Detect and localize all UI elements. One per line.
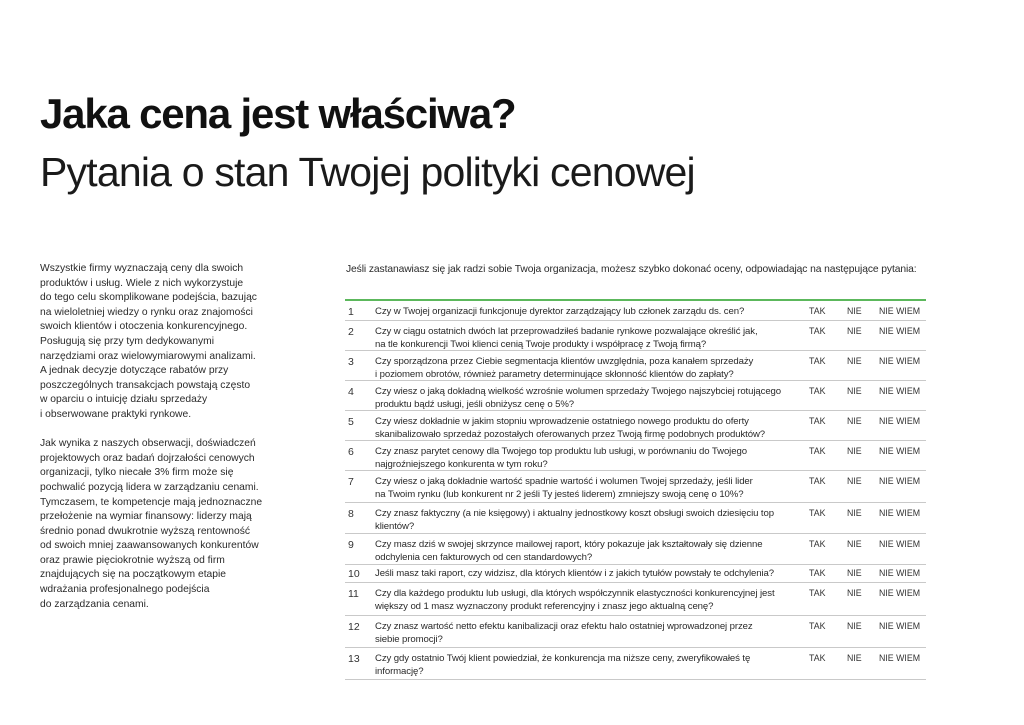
answer-yes-option[interactable]: TAK: [809, 416, 826, 426]
question-number: 10: [348, 568, 360, 580]
question-number: 6: [348, 446, 354, 458]
page-title: Jaka cena jest właściwa?: [40, 90, 516, 137]
question-number: 5: [348, 416, 354, 428]
answer-yes-option[interactable]: TAK: [809, 306, 826, 316]
answer-no-option[interactable]: NIE: [847, 326, 862, 336]
question-row: [345, 301, 926, 321]
question-text: Czy znasz wartość netto efektu kanibalizacji oraz efektu halo ostatniej wprowadzonej przez siebie promocji?: [375, 621, 753, 645]
question-text: Czy wiesz dokładnie w jakim stopniu wprowadzenie ostatniego nowego produktu do oferty skanibalizowało sprzedaż pozostałych oferowanych przez Twoją firmę podobnych produktów?: [375, 416, 766, 440]
page-subtitle: Pytania o stan Twojej polityki cenowej: [40, 149, 695, 195]
answer-no-option[interactable]: NIE: [847, 588, 862, 598]
answer-dont-know-option[interactable]: NIE WIEM: [879, 508, 921, 518]
question-row: [345, 351, 926, 381]
answer-no-option[interactable]: NIE: [847, 306, 862, 316]
question-number: 8: [348, 508, 354, 520]
questionnaire-table: [345, 299, 926, 680]
question-text: Czy znasz parytet cenowy dla Twojego top produktu lub usługi, w porównaniu do Twojego najgroźniejszego konkurenta w tym roku?: [375, 446, 747, 470]
question-row: [345, 381, 926, 411]
question-row: [345, 648, 926, 680]
question-text: Czy w ciągu ostatnich dwóch lat przeprowadziłeś badanie rynkowe pozwalające określić jak, na tle konkurencji Twoi klienci cenią Twoje produkty i współpracę z Twoją firmą?: [375, 326, 758, 350]
question-text: Czy dla każdego produktu lub usługi, dla których współczynnik elastyczności konkurencyjnej jest większy od 1 masz wyznaczony produkt referencyjny i znasz jego aktualną cenę?: [375, 588, 775, 612]
question-number: 12: [348, 621, 360, 633]
answer-dont-know-option[interactable]: NIE WIEM: [879, 539, 921, 549]
question-text: Jeśli masz taki raport, czy widzisz, dla których klientów i z jakich tytułów powstały te odchylenia?: [375, 568, 774, 579]
answer-yes-option[interactable]: TAK: [809, 539, 826, 549]
answer-no-option[interactable]: NIE: [847, 386, 862, 396]
answer-yes-option[interactable]: TAK: [809, 356, 826, 366]
question-text: Czy sporządzona przez Ciebie segmentacja klientów uwzględnia, poza kanałem sprzedaży i poziomem obrotów, również parametry determinujące skłonność klientów do zapłaty?: [375, 356, 754, 380]
answer-dont-know-option[interactable]: NIE WIEM: [879, 588, 921, 598]
question-row: [345, 583, 926, 616]
question-row: [345, 321, 926, 351]
question-row: [345, 411, 926, 441]
answer-no-option[interactable]: NIE: [847, 653, 862, 663]
question-text: Czy masz dziś w swojej skrzynce mailowej raport, który pokazuje jak kształtowały się dzienne odchylenia cen fakturowych od cen standardowych?: [375, 539, 763, 563]
question-row: [345, 441, 926, 471]
question-text: Czy gdy ostatnio Twój klient powiedział, że konkurencja ma niższe ceny, zweryfikowałeś tę informację?: [375, 653, 751, 677]
answer-dont-know-option[interactable]: NIE WIEM: [879, 476, 921, 486]
question-row: [345, 471, 926, 503]
question-row: [345, 534, 926, 565]
question-number: 13: [348, 653, 360, 665]
question-row: [345, 616, 926, 648]
question-row: [345, 503, 926, 534]
answer-yes-option[interactable]: TAK: [809, 588, 826, 598]
answer-no-option[interactable]: NIE: [847, 476, 862, 486]
answer-yes-option[interactable]: TAK: [809, 508, 826, 518]
answer-dont-know-option[interactable]: NIE WIEM: [879, 326, 921, 336]
answer-dont-know-option[interactable]: NIE WIEM: [879, 621, 921, 631]
question-row: [345, 565, 926, 583]
answer-dont-know-option[interactable]: NIE WIEM: [879, 416, 921, 426]
question-number: 3: [348, 356, 354, 368]
question-text: Czy wiesz o jaką dokładną wielkość wzrośnie wolumen sprzedaży Twojego najszybciej rotującego produktu bądź usługi, jeśli obniżysz cenę o 5%?: [375, 386, 782, 410]
answer-dont-know-option[interactable]: NIE WIEM: [879, 446, 921, 456]
question-number: 1: [348, 306, 354, 318]
answer-dont-know-option[interactable]: NIE WIEM: [879, 386, 921, 396]
question-text: Czy w Twojej organizacji funkcjonuje dyrektor zarządzający lub członek zarządu ds. cen?: [375, 306, 745, 317]
intro-paragraph-1: Wszystkie firmy wyznaczają ceny dla swoich produktów i usług. Wiele z nich wykorzystuje do tego celu skomplikowane podejścia, bazując na wieloletniej wiedzy o rynku oraz znajomości swoich klientów i otoczenia konkurencyjnego. Posługują się przy tym dedykowanymi narzędziami oraz wielowymiarowymi analizami. A jednak decyzje dotyczące rabatów przy poszczególnych transakcjach powstają często w oparciu o intuicję działu sprzedaży i obserwowane praktyki rynkowe.: [40, 263, 257, 420]
answer-yes-option[interactable]: TAK: [809, 653, 826, 663]
answer-yes-option[interactable]: TAK: [809, 476, 826, 486]
question-number: 7: [348, 476, 354, 488]
question-text: Czy wiesz o jaką dokładnie wartość spadnie wartość i wolumen Twojej sprzedaży, jeśli lider na Twoim rynku (lub konkurent nr 2 jeśli Ty jesteś liderem) zmniejszy swoją cenę o 10%?: [375, 476, 753, 500]
answer-no-option[interactable]: NIE: [847, 508, 862, 518]
answer-dont-know-option[interactable]: NIE WIEM: [879, 568, 921, 578]
answer-yes-option[interactable]: TAK: [809, 386, 826, 396]
intro-text-column: [40, 262, 280, 612]
answer-yes-option[interactable]: TAK: [809, 568, 826, 578]
question-number: 9: [348, 539, 354, 551]
answer-yes-option[interactable]: TAK: [809, 621, 826, 631]
questionnaire-intro: Jeśli zastanawiasz się jak radzi sobie Twoja organizacja, możesz szybko dokonać oceny, odpowiadając na następujące pytania:: [346, 264, 917, 275]
answer-no-option[interactable]: NIE: [847, 539, 862, 549]
answer-no-option[interactable]: NIE: [847, 446, 862, 456]
answer-no-option[interactable]: NIE: [847, 356, 862, 366]
answer-yes-option[interactable]: TAK: [809, 446, 826, 456]
intro-paragraph-2: Jak wynika z naszych obserwacji, doświadczeń projektowych oraz badań dojrzałości cenowych organizacji, tylko niecałe 3% firm może się pochwalić pozycją lidera w zarządzaniu cenami. Tymczasem, te kompetencje mają jednoznaczne przełożenie na wymiar finansowy: liderzy mają średnio ponad dwukrotnie wyższą rentowność od swoich mniej zaawansowanych konkurentów oraz prawie pięciokrotnie wyższą od firm znajdujących się na początkowym etapie wdrażania profesjonalnego podejścia do zarządzania cenami.: [40, 438, 263, 610]
answer-dont-know-option[interactable]: NIE WIEM: [879, 306, 921, 316]
answer-dont-know-option[interactable]: NIE WIEM: [879, 356, 921, 366]
answer-no-option[interactable]: NIE: [847, 621, 862, 631]
question-text: Czy znasz faktyczny (a nie księgowy) i aktualny jednostkowy koszt obsługi swoich dziesięciu top klientów?: [375, 508, 774, 532]
question-number: 4: [348, 386, 354, 398]
question-number: 11: [348, 588, 359, 600]
answer-dont-know-option[interactable]: NIE WIEM: [879, 653, 921, 663]
answer-no-option[interactable]: NIE: [847, 416, 862, 426]
answer-yes-option[interactable]: TAK: [809, 326, 826, 336]
answer-no-option[interactable]: NIE: [847, 568, 862, 578]
question-number: 2: [348, 326, 354, 338]
